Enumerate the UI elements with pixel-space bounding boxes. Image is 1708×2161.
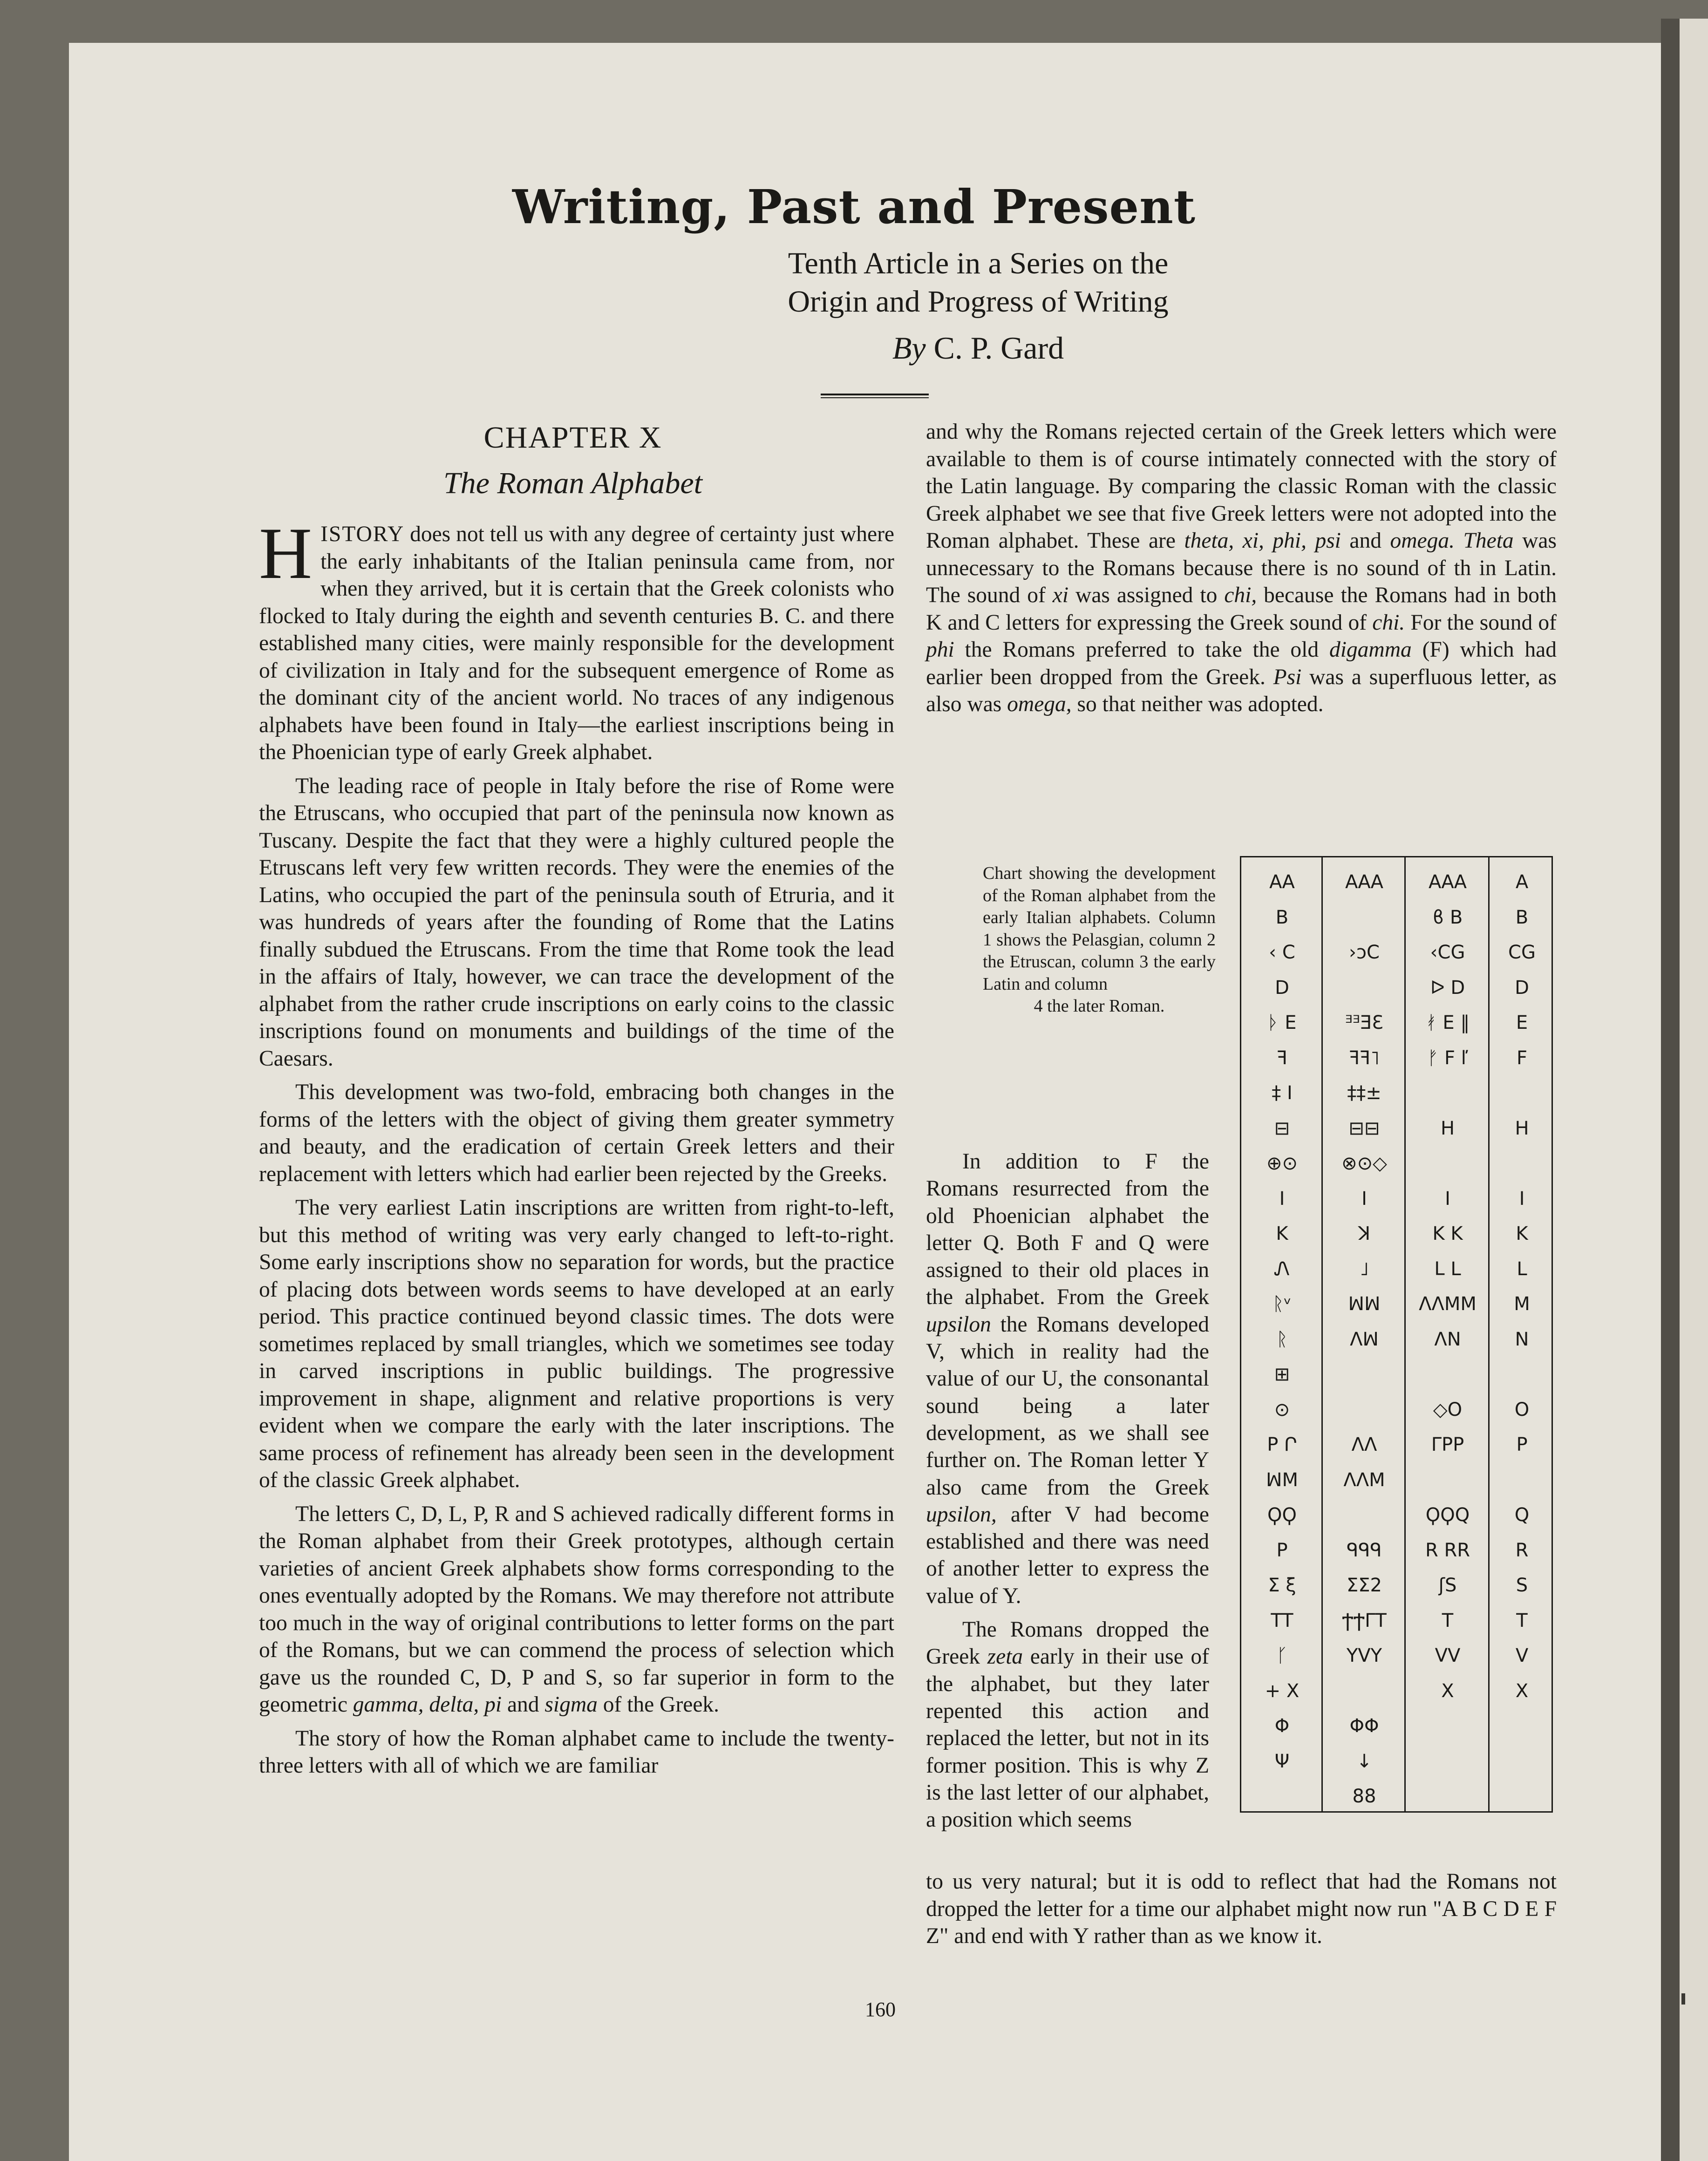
chart-row	[1241, 934, 1554, 971]
rn-i2: upsilon,	[926, 1502, 997, 1527]
chart-cell-col-2	[1323, 1392, 1406, 1428]
chart-cell-col-3: ʃS	[1438, 1575, 1457, 1596]
chart-cell-col-4	[1490, 1462, 1554, 1498]
chart-cell-col-2: ΛΛM	[1343, 1469, 1385, 1491]
rt-d: was unnecessary to the Romans because there is no sound of th in Latin. The sound of	[926, 529, 1557, 607]
chart-row	[1241, 1427, 1554, 1463]
chart-cell-col-1: I	[1279, 1188, 1285, 1210]
chart-row	[1241, 1497, 1554, 1533]
binding-gutter	[1661, 19, 1680, 2161]
rt-i3: Theta	[1463, 529, 1514, 553]
chart-cell-col-2: ꟻꟻ˥	[1349, 1047, 1380, 1069]
chart-cell-col-1: ⊟	[1274, 1117, 1290, 1139]
p5-text-c: of the Greek.	[597, 1692, 720, 1717]
chart-cell-col-3: ᐯV	[1435, 1645, 1461, 1666]
page-edge-mark	[1681, 1993, 1685, 2005]
chart-cell-col-2: ˩	[1360, 1258, 1369, 1280]
chart-row	[1241, 1286, 1554, 1322]
chart-cell-col-4: X	[1515, 1680, 1529, 1702]
chart-cell-col-3: I	[1445, 1188, 1450, 1210]
rt-i2: omega.	[1390, 529, 1455, 553]
rt-i1: theta, xi, phi, psi	[1184, 529, 1341, 553]
chart-row	[1241, 1638, 1554, 1674]
rn-i1: upsilon	[926, 1312, 991, 1337]
p5-italic-2: sigma	[544, 1692, 598, 1717]
chart-row	[1241, 1075, 1554, 1111]
chart-cell-col-2: 88	[1352, 1786, 1376, 1807]
chart-cell-col-2	[1323, 1673, 1406, 1709]
chart-cell-col-4: S	[1516, 1575, 1528, 1596]
rt-i8: digamma	[1329, 638, 1412, 662]
chart-cell-col-3	[1406, 1145, 1490, 1182]
chart-cell-col-4: Q	[1514, 1504, 1530, 1526]
chart-row	[1241, 1778, 1554, 1814]
page-number: 160	[865, 1998, 896, 2021]
chart-cell-col-4: N	[1515, 1328, 1529, 1350]
chart-cell-col-2: ›ↄϹ	[1349, 942, 1380, 963]
chart-cell-col-3	[1406, 1356, 1490, 1393]
chart-row	[1241, 970, 1554, 1006]
chart-cell-col-1: ꟽM	[1266, 1469, 1299, 1491]
narrow-paragraph-1	[926, 1148, 1209, 1610]
chart-cell-col-4: I	[1519, 1188, 1525, 1210]
chart-row	[1241, 1145, 1554, 1182]
rn-a: In addition to F the Romans resurrected from the old Phoenician alphabet the letter Q. Both F and Q were assigned to their old places in the alphabet. From the Greek	[926, 1149, 1209, 1310]
rt-a: and why the Romans rejected certain of the Greek letters which were available to them is of course intimately connected with the story of the Latin language. By comparing the classic Roman with the classic Greek alphabet we see that five Greek letters were not adopted into the Roman alphabet. These are	[926, 420, 1557, 553]
title-rule	[821, 394, 929, 395]
chart-cell-col-2: I	[1361, 1188, 1367, 1210]
chart-cell-col-2: ᑫᑫᑫ	[1347, 1539, 1382, 1561]
chart-cell-col-3	[1406, 1743, 1490, 1780]
chart-row	[1241, 1216, 1554, 1252]
chart-cell-col-4: V	[1515, 1645, 1529, 1666]
chart-cell-col-2: ΦΦ	[1349, 1715, 1379, 1737]
rt-l: so that neither was adopted.	[1071, 692, 1324, 716]
chart-cell-col-1: ϘϘ	[1267, 1504, 1297, 1526]
p5-text-a: The letters C, D, L, P, R and S achieved radically different forms in the Roman alphabet from their Greek prototypes, although certain varieties of ancient Greek alphabets show forms corresponding to the ones eventually adopted by the Romans. We may therefore not attribute too much in the way of original contributions to letter forms on the part of the Romans, but we can commend the process of selection which gave us the rounded C, D, P and S, so far superior in form to the geometric	[259, 1502, 894, 1717]
chart-row	[1241, 1005, 1554, 1041]
chart-cell-col-3: K K	[1432, 1223, 1463, 1244]
chart-cell-col-3: ᚯ E ‖	[1425, 1012, 1470, 1033]
paragraph-3: This development was two-fold, embracing both changes in the forms of the letters with the object of giving them greater symmetry and beauty, and the eradication of certain Greek letters and their replacement with letters which had earlier been rejected by the Greeks.	[259, 1080, 894, 1186]
chart-cell-col-3: ᒪ L	[1434, 1258, 1461, 1280]
chart-cell-col-3: T	[1442, 1610, 1454, 1631]
paragraph-1-text: does not tell us with any degree of certainty just where the early inhabitants of the Italian peninsula came from, nor when they arrived, but it is certain that the Greek colonists who flocked to Italy during the eighth and seventh centuries B. C. and there established many cities, were mainly responsible for the development of civilization in Italy and for the subsequent emergence of Rome as the dominant city of the ancient world. No traces of any indigenous alphabets have been found in Italy—the earliest inscriptions being in the Phoenician type of early Greek alphabet.	[259, 522, 894, 764]
chart-cell-col-1: B	[1275, 906, 1289, 928]
chart-cell-col-4: K	[1516, 1223, 1528, 1244]
chart-cell-col-1: D	[1275, 977, 1289, 999]
byline-prefix: By	[892, 330, 926, 366]
caption-text: Chart showing the development of the Roman alphabet from the early Italian alphabets. Column 1 shows the Pelasgian, column 2 the Etruscan, column 3 the early Latin and column	[983, 863, 1216, 994]
chart-cell-col-1: Ψ	[1274, 1750, 1290, 1772]
rt-f: because the Romans had in both K and C letters for expressing the Greek sound of	[926, 583, 1557, 635]
chart-cell-col-3: ᚠ F ľ	[1427, 1047, 1468, 1069]
rn2-i: zeta	[987, 1645, 1023, 1669]
chart-cell-col-2: ‡‡±	[1347, 1082, 1381, 1104]
article-subtitle-line-2: Origin and Progress of Writing	[788, 285, 1169, 319]
chart-cell-col-3: ϘϘQ	[1425, 1504, 1470, 1526]
chart-cell-col-4: L	[1517, 1258, 1527, 1280]
chart-cell-col-3: X	[1441, 1680, 1454, 1702]
rt-i10: omega,	[1007, 692, 1072, 716]
chart-cell-col-2: ⴷꟽ	[1350, 1328, 1379, 1350]
chart-row	[1241, 1532, 1554, 1569]
byline	[606, 330, 1351, 367]
rt-e: was assigned to	[1068, 583, 1225, 607]
chart-cell-col-1: Φ	[1274, 1715, 1290, 1737]
chart-cell-col-3	[1406, 1075, 1490, 1111]
chart-cell-col-3: ϐ B	[1432, 906, 1463, 928]
chart-cell-col-2: ƩƩ2	[1347, 1575, 1382, 1596]
chart-cell-col-3: ‹CG	[1430, 942, 1465, 963]
right-column-bottom-text	[926, 1868, 1557, 1950]
chart-cell-col-3: H	[1440, 1117, 1455, 1139]
caption-last-line: 4 the later Roman.	[1034, 996, 1165, 1016]
adjacent-page-edge	[1680, 19, 1708, 2161]
chart-row	[1241, 1110, 1554, 1147]
chart-cell-col-3: ◇O	[1433, 1399, 1463, 1420]
lead-caps: ISTORY	[320, 522, 405, 546]
chart-cell-col-2: YVY	[1346, 1645, 1382, 1666]
rt-c	[1455, 529, 1463, 553]
chart-row	[1241, 1462, 1554, 1498]
rt-i6: chi.	[1372, 610, 1405, 635]
chart-cell-col-1: Ꮑ	[1274, 1258, 1290, 1280]
chart-row	[1241, 1321, 1554, 1358]
chart-cell-col-2: ⊟⊟	[1348, 1117, 1380, 1139]
rn-c: after V had become established and there was need of another letter to express the value of Y.	[926, 1502, 1209, 1608]
chart-row	[1241, 1040, 1554, 1076]
chart-cell-col-4: H	[1515, 1117, 1529, 1139]
chart-cell-col-1: K	[1276, 1223, 1288, 1244]
chart-cell-col-2: ⊗⊙◇	[1341, 1153, 1387, 1174]
chart-cell-col-2: ᴲᴲƎƐ	[1345, 1012, 1383, 1033]
rt-i4: xi	[1052, 583, 1069, 607]
chart-cell-col-3: ΛΝ	[1434, 1328, 1461, 1350]
paragraph-5	[259, 1501, 894, 1719]
chart-row	[1241, 1181, 1554, 1217]
chart-row	[1241, 1603, 1554, 1639]
chart-cell-col-2: ꟽꟽ	[1348, 1293, 1381, 1315]
right-column-narrow-text	[926, 1148, 1209, 1833]
title-rule-thin	[821, 397, 929, 398]
chart-cell-col-1: ᚱ	[1276, 1328, 1288, 1350]
chart-cell-col-1: P	[1276, 1539, 1288, 1561]
chart-cell-col-1: TT	[1271, 1610, 1293, 1631]
chart-row	[1241, 1567, 1554, 1604]
rt-i5: chi,	[1224, 583, 1257, 607]
rt-b: and	[1341, 529, 1390, 553]
chart-cell-col-1: P Ր	[1267, 1434, 1297, 1455]
chart-cell-col-2	[1323, 899, 1406, 936]
chart-cell-col-1: ᚦ E	[1267, 1012, 1297, 1033]
right-paragraph-1	[926, 418, 1557, 718]
chart-cell-col-1	[1241, 1778, 1323, 1814]
chart-cell-col-3	[1406, 1708, 1490, 1744]
chart-cell-col-1: ⊕⊙	[1266, 1153, 1298, 1174]
rt-h: the Romans preferred to take the old	[954, 638, 1329, 662]
chart-cell-col-4: R	[1515, 1539, 1529, 1561]
chart-cell-col-1: ‹ C	[1269, 942, 1295, 963]
chart-cell-col-1: Σ ξ	[1268, 1575, 1296, 1596]
chart-cell-col-2: ⴷΛ	[1351, 1434, 1377, 1455]
chart-cell-col-4: M	[1514, 1293, 1530, 1315]
chart-cell-col-3: ΛΛΜΜ	[1419, 1293, 1477, 1315]
chart-cell-col-4: O	[1514, 1399, 1530, 1420]
chart-cell-col-2: ϮϮΓT	[1342, 1610, 1387, 1631]
chart-row	[1241, 899, 1554, 936]
chart-cell-col-4	[1490, 1356, 1554, 1393]
article-subtitle-line-1: Tenth Article in a Series on the	[788, 246, 1169, 280]
chapter-title: The Roman Alphabet	[443, 466, 703, 500]
chart-cell-col-1: ᚴ	[1276, 1645, 1288, 1666]
chart-cell-col-4: P	[1516, 1434, 1528, 1455]
chart-cell-col-4	[1490, 1778, 1554, 1814]
chart-cell-col-1: ΑΑ	[1269, 871, 1295, 893]
author-name: C. P. Gard	[933, 330, 1064, 366]
chart-cell-col-4: D	[1515, 977, 1529, 999]
rt-i9: Psi	[1273, 665, 1302, 689]
chart-cell-col-4: A	[1515, 871, 1529, 893]
chart-cell-col-4	[1490, 1708, 1554, 1744]
chart-cell-col-3	[1406, 1462, 1490, 1498]
chart-cell-col-4: B	[1515, 906, 1529, 928]
article-title: Writing, Past and Present	[512, 179, 1196, 234]
rt-k: was a superfluous letter, as also was	[926, 665, 1557, 716]
chart-row	[1241, 1356, 1554, 1393]
bottom-paragraph: to us very natural; but it is odd to reflect that had the Romans not dropped the letter for a time our alphabet might now run "A B C D E F Z" and end with Y rather than as we know it.	[926, 1869, 1557, 1948]
paragraph-6: The story of how the Roman alphabet came to include the twenty-three letters with all of which we are familiar	[259, 1726, 894, 1778]
p5-text-b: and	[502, 1692, 545, 1717]
rn-b: the Romans developed V, which in reality had the value of our U, the consonantal sound being a later development, as we shall see further on. The Roman letter Y also came from the Greek	[926, 1312, 1209, 1500]
chart-cell-col-2	[1323, 1356, 1406, 1393]
rt-i7: phi	[926, 638, 954, 662]
chart-cell-col-3: ᐅ D	[1430, 977, 1465, 999]
chart-cell-col-1: ⊙	[1274, 1399, 1290, 1420]
paragraph-1	[259, 513, 894, 766]
right-column-top-text	[926, 418, 1557, 718]
chart-row	[1241, 1392, 1554, 1428]
rt-j: (F) which had earlier been dropped from the Greek.	[926, 638, 1557, 689]
chart-cell-col-4	[1490, 1743, 1554, 1780]
chart-cell-col-4: F	[1516, 1047, 1527, 1069]
chart-row	[1241, 1708, 1554, 1744]
rn2-b: early in their use of the alphabet, but they later repented this action and replaced the letter, but not in its former position. This is why Z is the last letter of our alphabet, a position which seems	[926, 1645, 1209, 1832]
chart-row	[1241, 1251, 1554, 1287]
drop-cap: H	[259, 513, 313, 594]
chart-cell-col-3: R RR	[1425, 1539, 1470, 1561]
chart-row	[1241, 864, 1554, 900]
chart-caption	[983, 863, 1216, 1018]
chart-cell-col-4	[1490, 1145, 1554, 1182]
paragraph-4: The very earliest Latin inscriptions are written from right-to-left, but this method of writing was very early changed to left-to-right. Some early inscriptions show no separation for words, but the practice of placing dots between words seems to have developed at an early period. This practice continued beyond classic times. The dots were sometimes replaced by small triangles, which we sometimes see today in carved inscriptions in public buildings. The progressive improvement in shape, alignment and relative proportions is very evident when we compare the early with the later inscriptions. The same process of refinement has already been seen in the development of the classic Greek alphabet.	[259, 1196, 894, 1492]
chart-cell-col-2: ΑΑΑ	[1345, 871, 1384, 893]
alphabet-chart	[1240, 856, 1553, 1813]
chart-cell-col-1: ꟻ	[1276, 1047, 1287, 1069]
chart-cell-col-2	[1323, 970, 1406, 1006]
chart-cell-col-4	[1490, 1075, 1554, 1111]
rt-g: For the sound of	[1405, 610, 1557, 635]
chart-cell-col-4: E	[1516, 1012, 1528, 1033]
chart-row	[1241, 1743, 1554, 1780]
chart-cell-col-1: + X	[1265, 1680, 1300, 1702]
chart-cell-col-4: CG	[1508, 942, 1536, 963]
chart-cell-col-1: ᚱᵛ	[1272, 1293, 1292, 1315]
left-column-text	[259, 513, 894, 1780]
chart-cell-col-2	[1323, 1497, 1406, 1533]
paragraph-2: The leading race of people in Italy before the rise of Rome were the Etruscans, who occupied that part of the peninsula now known as Tuscany. Despite the fact that they were a highly cultured people the Etruscans left very few written records. They were the enemies of the Latins, who occupied the part of the peninsula south of Etruria, and it was hundreds of years after the founding of Rome that the Latins finally subdued the Etruscans. From the time that Rome took the lead in the affairs of Italy, however, we can trace the development of the alphabet from the rather crude inscriptions on early coins to the classic inscriptions found on monuments and buildings of the time of the Caesars.	[259, 774, 894, 1071]
rn2-a: The Romans dropped the Greek	[926, 1617, 1209, 1669]
chart-cell-col-1: ⊞	[1274, 1364, 1290, 1385]
chart-cell-col-3	[1406, 1778, 1490, 1814]
chart-cell-col-3: ΓPP	[1431, 1434, 1464, 1455]
chart-row	[1241, 1673, 1554, 1709]
chart-cell-col-3: ΑΑΑ	[1428, 871, 1467, 893]
chart-cell-col-1: ‡ I	[1272, 1082, 1293, 1104]
chart-cell-col-4: T	[1516, 1610, 1528, 1631]
chart-cell-col-2: ↓	[1356, 1750, 1372, 1772]
p5-italic-1: gamma, delta, pi	[353, 1692, 502, 1717]
chart-cell-col-2: ꓘ	[1358, 1223, 1371, 1244]
narrow-paragraph-2	[926, 1616, 1209, 1833]
chapter-heading: CHAPTER X	[483, 421, 662, 455]
